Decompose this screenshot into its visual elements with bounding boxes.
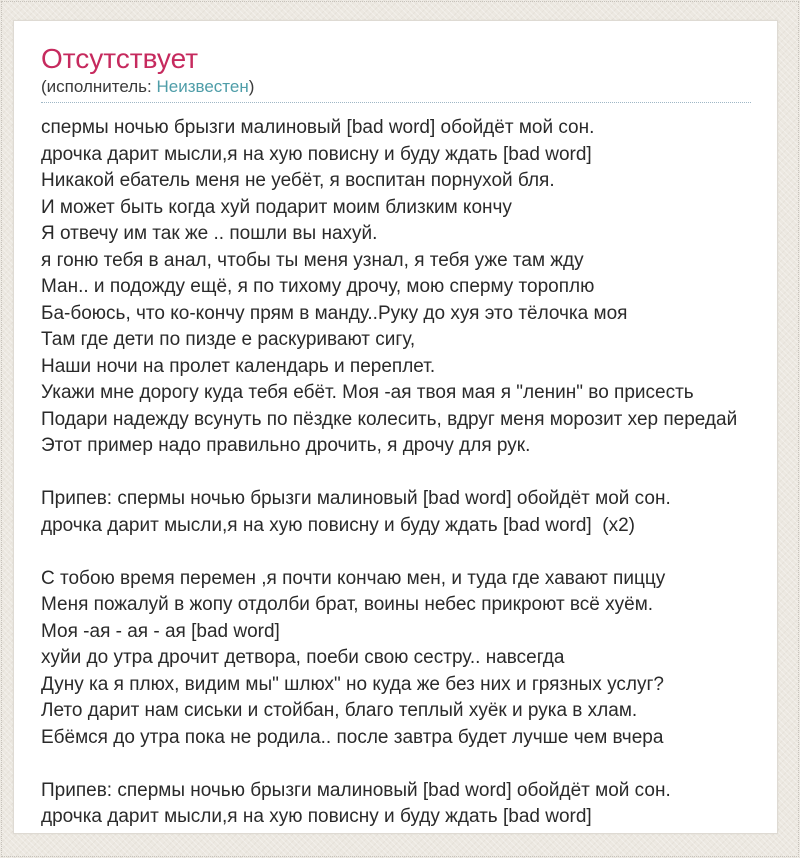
artist-link[interactable]: Неизвестен — [156, 77, 249, 96]
lyrics-stanza — [41, 486, 751, 539]
artist-label-suffix: ) — [248, 77, 255, 96]
lyrics-line: Моя -ая - ая - ая [bad word] — [41, 620, 280, 642]
lyrics-line: Ебёмся до утра пока не родила.. после завтра будет лучше чем вчера — [41, 726, 664, 748]
lyrics-line: дрочка дарит мысли,я на хую повисну и буду ждать [bad word] (x2) — [41, 514, 635, 536]
lyrics-line: Я отвечу им так же .. пошли вы нахуй. — [41, 223, 378, 244]
lyrics — [41, 115, 751, 831]
lyrics-line: Дуну ка я плюх, видим мы" шлюх" но куда же без них и грязных услуг? — [41, 673, 664, 695]
lyrics-line: дрочка дарит мысли,я на хую повисну и буду ждать [bad word] — [41, 143, 592, 165]
lyrics-line: Наши ночи на пролет календарь и переплет. — [41, 355, 436, 377]
lyrics-line: я гоню тебя в анал, чтобы ты меня узнал, я тебя уже там жду — [41, 249, 584, 271]
lyrics-line: Меня пожалуй в жопу отдолби брат, воины небес прикроют всё хуём. — [41, 594, 654, 615]
header-dotted-separator — [41, 102, 751, 103]
lyrics-line: Ман.. и подожду ещё, я по тихому дрочу, мою сперму тороплю — [41, 276, 595, 297]
lyrics-line: Подари надежду всунуть по пёздке колесить, вдруг меня морозит хер передай — [41, 408, 738, 430]
lyrics-line: Укажи мне дорогу куда тебя ебёт. Моя -ая твоя мая я "ленин" во присесть — [41, 382, 694, 403]
lyrics-line: хуйи до утра дрочит детвора, поеби свою сестру.. навсегда — [41, 647, 565, 668]
lyrics-line: спермы ночью брызги малиновый [bad word] обойдёт мой сон. — [41, 117, 595, 138]
lyrics-stanza — [41, 778, 751, 831]
lyrics-line: Этот пример надо правильно дрочить, я дрочу для рук. — [41, 435, 531, 456]
artist-line — [41, 76, 751, 98]
lyrics-line: дрочка дарит мысли,я на хую повисну и буду ждать [bad word] — [41, 806, 592, 827]
lyrics-stanza — [41, 566, 751, 752]
content-card — [13, 20, 778, 834]
artist-label-prefix: (исполнитель: — [41, 77, 157, 96]
lyrics-line: Ба-боюсь, что ко-кончу прям в манду..Руку до хуя это тёлочка моя — [41, 302, 628, 324]
song-title: Отсутствует — [41, 43, 199, 74]
lyrics-line: Никакой ебатель меня не уебёт, я воспитан порнухой бля. — [41, 170, 555, 191]
lyrics-line: С тобою время перемен ,я почти кончаю мен, и туда где хавают пиццу — [41, 567, 666, 589]
lyrics-line: Припев: спермы ночью брызги малиновый [bad word] обойдёт мой сон. — [41, 488, 671, 509]
lyrics-stanza — [41, 115, 751, 460]
lyrics-line: Лето дарит нам сиськи и стойбан, благо теплый хуёк и рука в хлам. — [41, 700, 638, 721]
lyrics-line: Припев: спермы ночью брызги малиновый [bad word] обойдёт мой сон. — [41, 779, 671, 801]
lyrics-line: Там где дети по пизде е раскуривают сигу, — [41, 329, 416, 350]
lyrics-line: И может быть когда хуй подарит моим близким кончу — [41, 196, 512, 218]
